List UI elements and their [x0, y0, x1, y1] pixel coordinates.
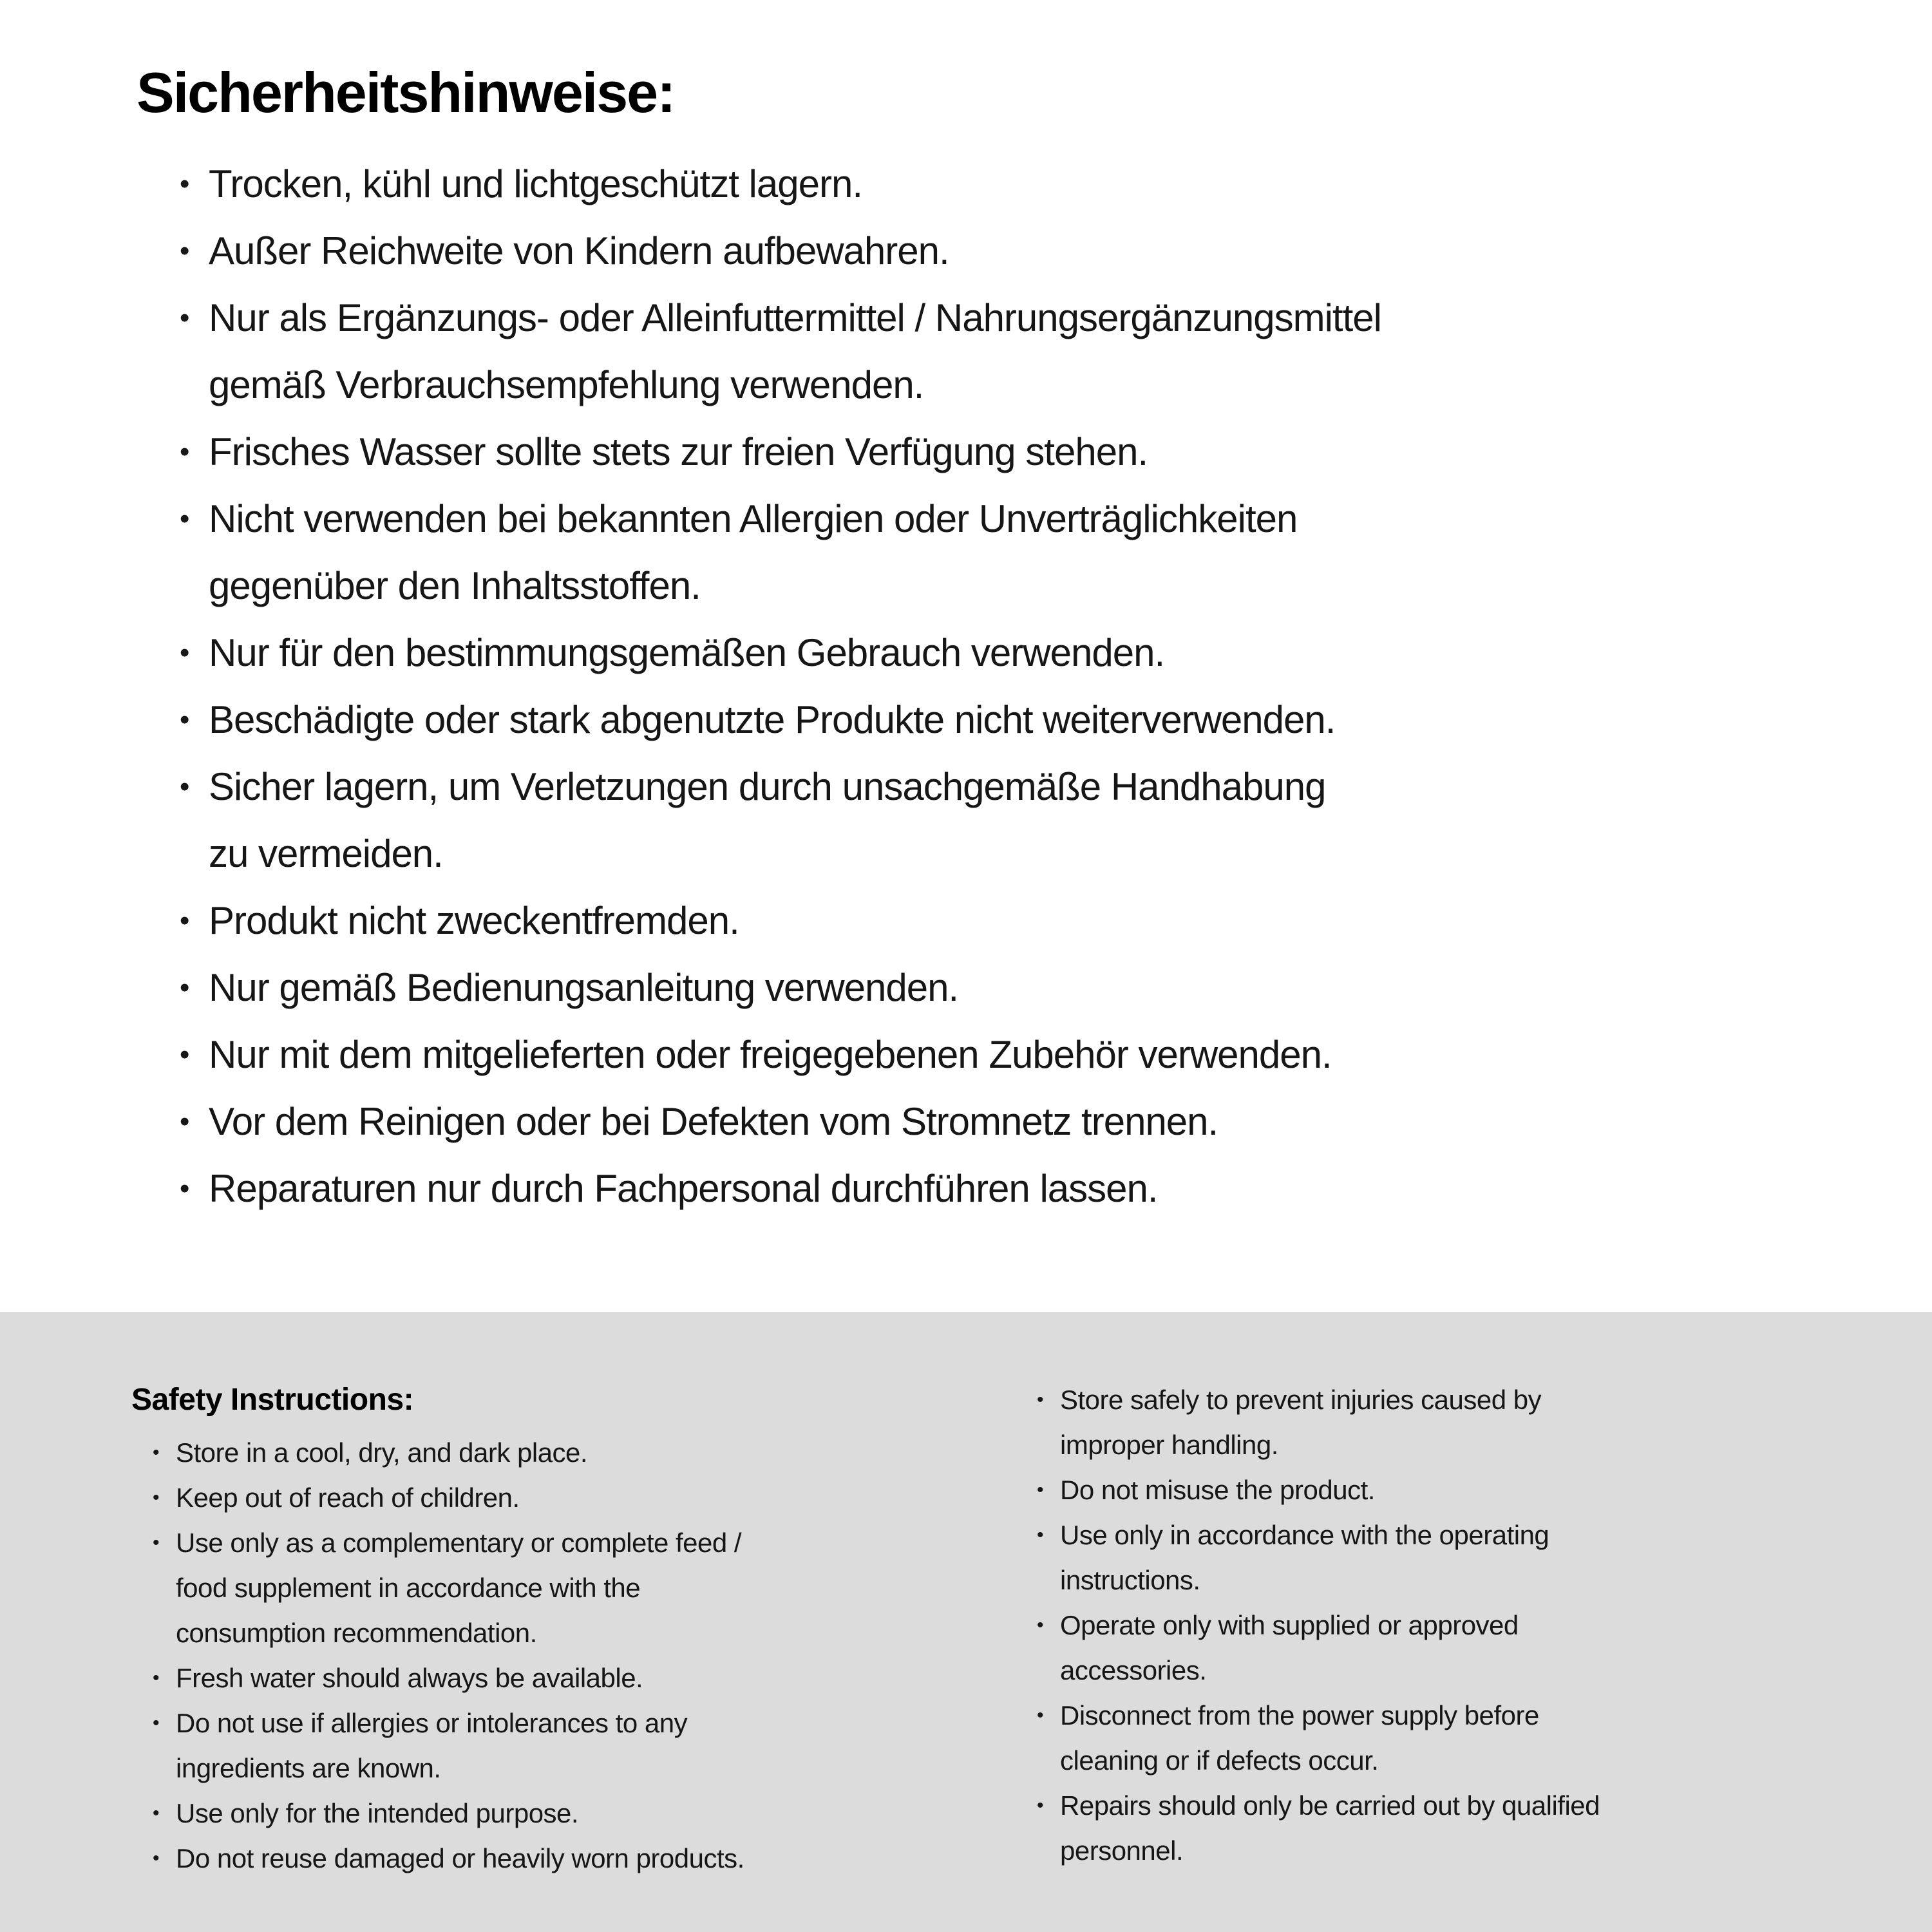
text-line: Use only as a complementary or complete feed / [176, 1528, 742, 1558]
list-item [180, 1088, 1855, 1155]
german-list [180, 151, 1855, 1222]
bullet-icon: • [180, 503, 189, 535]
text-line: consumption recommendation. [176, 1618, 537, 1648]
bullet-icon: • [180, 972, 189, 1003]
list-item-text [1060, 1603, 1519, 1693]
text-line: cleaning or if defects occur. [1060, 1745, 1379, 1776]
list-item [180, 151, 1855, 218]
list-item-text [176, 1791, 578, 1836]
text-line: Außer Reichweite von Kindern aufbewahren. [209, 229, 949, 272]
list-item-text [176, 1430, 587, 1475]
text-line: personnel. [1060, 1835, 1184, 1866]
bullet-icon: • [1037, 1524, 1044, 1546]
bullet-icon: • [1037, 1479, 1044, 1501]
list-item [1037, 1783, 1868, 1873]
list-item [180, 419, 1855, 486]
text-line: Nur als Ergänzungs- oder Alleinfuttermittel / Nahrungsergänzungsmittel [209, 296, 1381, 339]
list-item-text [1060, 1693, 1539, 1783]
bullet-icon: • [153, 1712, 160, 1734]
text-line: Store in a cool, dry, and dark place. [176, 1437, 588, 1468]
bullet-icon: • [180, 637, 189, 668]
list-item-text [1060, 1378, 1541, 1468]
bullet-icon: • [153, 1442, 160, 1463]
list-item-text [209, 285, 1381, 419]
list-item-text [209, 419, 1148, 486]
text-line: Repairs should only be carried out by qualified [1060, 1790, 1600, 1821]
text-line: accessories. [1060, 1655, 1207, 1685]
bullet-icon: • [180, 235, 189, 267]
english-left-list [153, 1430, 1037, 1881]
english-left-column [131, 1378, 1037, 1881]
list-item [1037, 1378, 1868, 1468]
list-item [180, 285, 1855, 419]
text-line: Frisches Wasser sollte stets zur freien Verfügung stehen. [209, 430, 1148, 473]
text-line: Do not reuse damaged or heavily worn products. [176, 1843, 744, 1873]
text-line: Keep out of reach of children. [176, 1482, 520, 1513]
text-line: Use only in accordance with the operating [1060, 1520, 1549, 1550]
text-line: food supplement in accordance with the [176, 1573, 641, 1603]
bullet-icon: • [1037, 1389, 1044, 1410]
english-right-column [1037, 1378, 1868, 1873]
list-item [180, 887, 1855, 954]
list-item-text [176, 1520, 741, 1656]
text-line: Trocken, kühl und lichtgeschützt lagern. [209, 162, 863, 205]
list-item-text [176, 1475, 520, 1520]
bullet-icon: • [180, 168, 189, 200]
bullet-icon: • [1037, 1705, 1044, 1726]
text-line: gegenüber den Inhaltsstoffen. [209, 564, 701, 607]
list-item-text [209, 1021, 1332, 1088]
bullet-icon: • [180, 905, 189, 936]
list-item-text [209, 753, 1326, 887]
list-item-text [209, 218, 949, 285]
text-line: Disconnect from the power supply before [1060, 1700, 1539, 1730]
bullet-icon: • [180, 302, 189, 334]
text-line: Nur gemäß Bedienungsanleitung verwenden. [209, 966, 959, 1009]
text-line: Nur für den bestimmungsgemäßen Gebrauch verwenden. [209, 631, 1165, 674]
list-item [1037, 1693, 1868, 1783]
english-section [0, 1312, 1932, 1932]
list-item [153, 1475, 1037, 1520]
list-item-text [209, 1155, 1158, 1222]
text-line: Beschädigte oder stark abgenutzte Produkte nicht weiterverwenden. [209, 698, 1336, 741]
text-line: Store safely to prevent injuries caused by [1060, 1385, 1542, 1415]
text-line: Operate only with supplied or approved [1060, 1610, 1519, 1640]
list-item-text [209, 151, 862, 218]
list-item [180, 753, 1855, 887]
bullet-icon: • [180, 1106, 189, 1137]
list-item [180, 620, 1855, 687]
list-item [180, 1021, 1855, 1088]
text-line: Do not use if allergies or intolerances to any [176, 1708, 688, 1738]
german-heading: Sicherheitshinweise: [137, 61, 675, 124]
text-line: Use only for the intended purpose. [176, 1798, 579, 1828]
list-item-text [209, 687, 1335, 753]
text-line: zu vermeiden. [209, 832, 443, 875]
list-item [153, 1656, 1037, 1701]
bullet-icon: • [153, 1803, 160, 1824]
text-line: Sicher lagern, um Verletzungen durch unsachgemäße Handhabung [209, 765, 1326, 808]
bullet-icon: • [153, 1532, 160, 1553]
list-item [180, 687, 1855, 753]
list-item-text [209, 887, 739, 954]
text-line: Produkt nicht zweckentfremden. [209, 899, 739, 942]
text-line: Do not misuse the product. [1060, 1475, 1375, 1505]
text-line: gemäß Verbrauchsempfehlung verwenden. [209, 363, 924, 406]
list-item-text [1060, 1513, 1549, 1603]
text-line: ingredients are known. [176, 1753, 441, 1783]
list-item [1037, 1513, 1868, 1603]
bullet-icon: • [180, 704, 189, 735]
list-item [153, 1836, 1037, 1881]
list-item [1037, 1603, 1868, 1693]
bullet-icon: • [153, 1667, 160, 1689]
list-item-text [209, 1088, 1218, 1155]
text-line: Nur mit dem mitgelieferten oder freigegebenen Zubehör verwenden. [209, 1033, 1332, 1076]
list-item-text [176, 1836, 744, 1881]
text-line: improper handling. [1060, 1430, 1278, 1460]
english-heading: Safety Instructions: [131, 1383, 414, 1417]
bullet-icon: • [1037, 1615, 1044, 1636]
list-item [153, 1701, 1037, 1791]
list-item-text [209, 486, 1297, 620]
bullet-icon: • [153, 1848, 160, 1869]
list-item-text [1060, 1783, 1600, 1873]
list-item-text [1060, 1468, 1375, 1513]
text-line: instructions. [1060, 1565, 1200, 1595]
list-item-text [176, 1656, 643, 1701]
list-item [153, 1520, 1037, 1656]
bullet-icon: • [180, 436, 189, 468]
list-item [180, 1155, 1855, 1222]
text-line: Vor dem Reinigen oder bei Defekten vom Stromnetz trennen. [209, 1100, 1218, 1143]
list-item [153, 1430, 1037, 1475]
text-line: Fresh water should always be available. [176, 1663, 643, 1693]
list-item [153, 1791, 1037, 1836]
list-item [180, 218, 1855, 285]
bullet-icon: • [1037, 1795, 1044, 1816]
bullet-icon: • [180, 1039, 189, 1070]
list-item [180, 486, 1855, 620]
bullet-icon: • [153, 1487, 160, 1508]
english-right-list [1037, 1378, 1868, 1873]
list-item [1037, 1468, 1868, 1513]
list-item-text [176, 1701, 687, 1791]
list-item [180, 954, 1855, 1021]
text-line: Nicht verwenden bei bekannten Allergien oder Unverträglichkeiten [209, 497, 1298, 540]
list-item-text [209, 954, 958, 1021]
list-item-text [209, 620, 1164, 687]
text-line: Reparaturen nur durch Fachpersonal durchführen lassen. [209, 1167, 1158, 1210]
bullet-icon: • [180, 1173, 189, 1204]
bullet-icon: • [180, 771, 189, 802]
